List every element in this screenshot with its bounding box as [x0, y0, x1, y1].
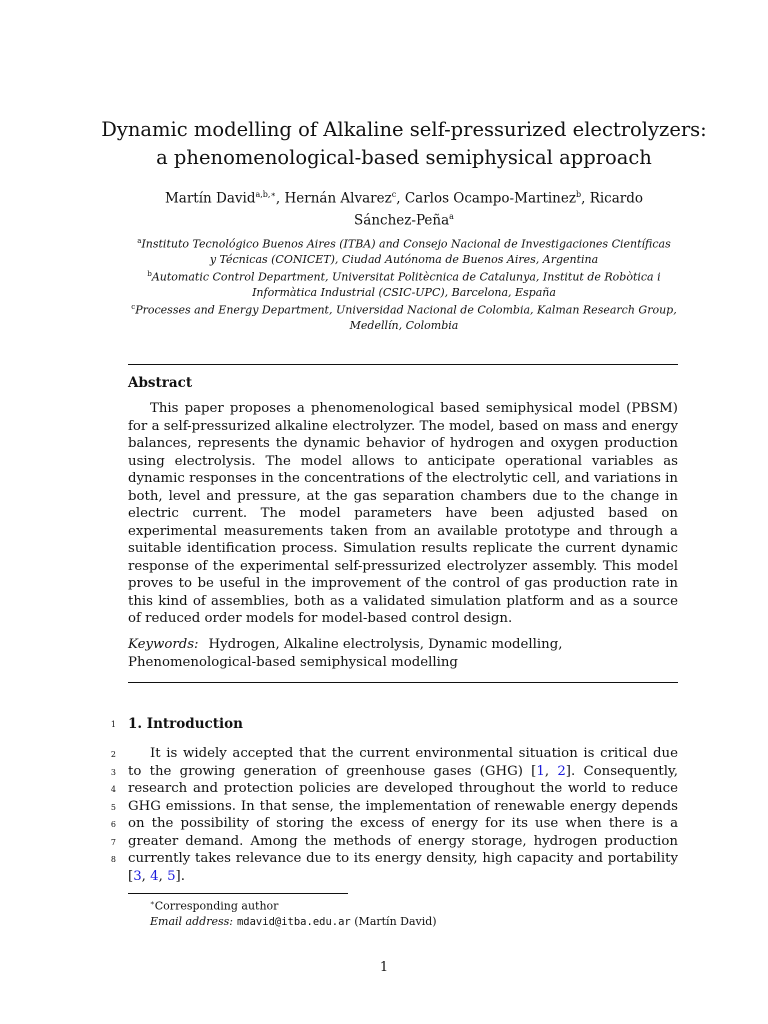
affiliation-text: Informàtica Industrial (CSIC-UPC), Barcelona, España — [252, 285, 556, 299]
title-line-1: Dynamic modelling of Alkaline self-pressurized electrolyzers: — [101, 118, 707, 141]
intro-text: . — [180, 868, 185, 884]
footnote-rule — [128, 893, 348, 894]
footnote — [150, 896, 650, 930]
citation-bracket: ] — [565, 763, 571, 779]
intro-paragraph — [128, 745, 678, 885]
keywords-text: Hydrogen, Alkaline electrolysis, Dynamic modelling, — [208, 637, 563, 652]
line-number: 8 — [110, 855, 116, 864]
author-name: Martín David — [164, 190, 256, 207]
author-name: Ricardo — [589, 190, 644, 207]
title-line-2: a phenomenological-based semiphysical approach — [156, 146, 652, 169]
email-name: (Martín David) — [354, 914, 437, 928]
citation-bracket: ] — [175, 868, 181, 884]
citation-bracket: [ — [128, 868, 134, 884]
citation-separator: , — [544, 763, 558, 779]
author-name: Hernán Alvarez — [284, 190, 392, 207]
affil-mark: c — [131, 303, 136, 312]
line-number: 7 — [110, 837, 116, 847]
citation-separator: , — [158, 868, 168, 884]
keywords-text: Phenomenological-based semiphysical modelling — [128, 654, 458, 670]
citation-link[interactable]: 5 — [167, 868, 176, 884]
abstract-bottom-rule — [128, 682, 678, 683]
line-number: 6 — [110, 820, 116, 829]
citation-separator: , — [141, 868, 151, 884]
author-affil-mark: a — [449, 211, 454, 221]
email-label: Email address: — [150, 914, 233, 928]
citation-link[interactable]: 2 — [557, 763, 566, 779]
footnote-mark: ∗ — [150, 899, 155, 907]
author-list: Martín David$^{a,b,∗}$, Hernán Alvarez$^c$, Carlos Ocampo-Martinez$^b$, Ricardo Sánchez-Peña$^a$ — [164, 190, 644, 228]
affiliation-text: Instituto Tecnológico Buenos Aires (ITBA) and Consejo Nacional de Investigaciones Científicas — [141, 237, 671, 251]
email-address[interactable]: mdavid@itba.edu.ar — [236, 915, 351, 928]
page-number: 1 — [379, 960, 389, 975]
line-number: 3 — [110, 767, 116, 777]
line-number: 5 — [110, 802, 116, 812]
line-number: 2 — [110, 750, 116, 759]
intro-text: It is widely accepted that the current environmental situation is critical due to the growing generation of greenhouse gases (GHG) — [128, 746, 678, 779]
affil-mark: a — [137, 237, 142, 245]
paper-title — [90, 116, 718, 172]
section-heading: 1. Introduction — [128, 716, 243, 732]
keywords-label: Keywords: — [128, 637, 199, 652]
citation-link[interactable]: 3 — [133, 868, 142, 884]
citation-link[interactable]: 4 — [150, 868, 159, 884]
author-affil-mark: a,b,∗ — [255, 190, 276, 199]
author-name: Sánchez-Peña — [354, 212, 450, 228]
affil-mark: b — [147, 270, 152, 279]
line-number: 1 — [110, 720, 116, 729]
affiliations — [118, 234, 690, 333]
affiliation-text: Medellín, Colombia — [349, 318, 459, 332]
author-affil-mark: c — [391, 190, 397, 199]
abstract-text: This paper proposes a phenomenological based semiphysical model (PBSM) for a self-pressurized alkaline electrolyzer. The model, based on mass and energy balances, represents the dynamic behavior of hydrogen and oxygen production using electrolysis. The model allows to anticipate operational variables as dynamic responses in the concentrations of the electrolytic cell, and variations in both, level and pressure, at the gas separation chambers due to the change in electric current. The model parameters have been adjusted based on experimental measurements taken from an available prototype and through a suitable identification process. Simulation results replicate the current dynamic response of the experimental self-pressurized electrolyzer assembly. This model proves to be useful in the improvement of the control of gas production rate in this kind of assemblies, both as a validated simulation platform and as a source of reduced order models for model-based control design. — [128, 401, 678, 626]
footnote-text: Corresponding author — [154, 899, 279, 913]
author-name: Carlos Ocampo-Martinez — [404, 190, 576, 207]
line-number: 4 — [110, 785, 116, 794]
citation-link[interactable]: 1 — [536, 763, 545, 779]
author-affil-mark: b — [575, 190, 582, 199]
affiliation-text: Automatic Control Department, Universitat Politècnica de Catalunya, Institut de Robòtica i — [151, 270, 661, 284]
abstract-top-rule — [128, 364, 678, 365]
affiliation-text: y Técnicas (CONICET), Ciudad Autónoma de Buenos Aires, Argentina — [209, 252, 599, 266]
abstract-heading: Abstract — [128, 375, 193, 391]
keywords — [128, 636, 678, 671]
intro-text: . Consequently, research and protection policies are developed throughout the world to reduce GHG emissions. In that sense, the implementation of renewable energy depends on the possibility of storing the excess of energy for its use when there is a greater demand. Among the methods of energy storage, hydrogen production currently takes relevance due to its energy density, high capacity and portability — [128, 763, 678, 866]
affiliation-text: Processes and Energy Department, Universidad Nacional de Colombia, Kalman Research Group, — [135, 303, 677, 317]
citation-bracket: [ — [531, 763, 537, 779]
